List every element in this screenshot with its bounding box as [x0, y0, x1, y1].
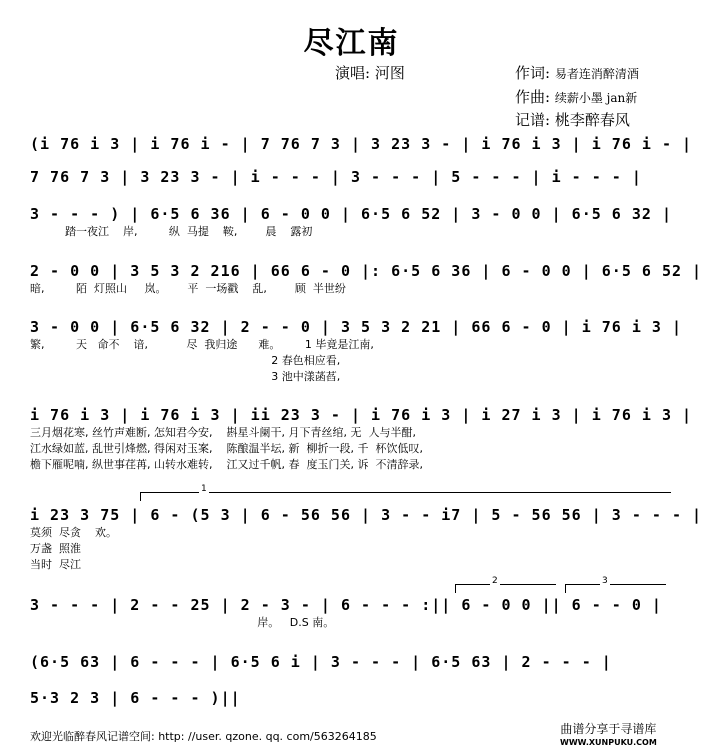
- staff-9: [30, 653, 670, 671]
- lyric-line: 暗, 陌 灯照山 岚。 平 一场戳 乱, 顾 半世纷: [30, 282, 346, 295]
- composer-name: 续薪小墨 jan新: [554, 91, 638, 105]
- staff-8: [30, 596, 670, 630]
- staff-6: [30, 406, 693, 472]
- lyric-line: 莫须 尽贪 欢。: [30, 526, 117, 539]
- notation-line: 2 - 0 0 | 3 5 3 2 216 | 66 6 - 0 |: 6·5 6 36 | 6 - 0 0 | 6·5 6 52 |: [30, 262, 703, 280]
- lyric-line: 踏一夜江 岸, 纵 马提 鞍, 晨 露初: [30, 225, 313, 238]
- transcriber-name: 桃李醉春风: [554, 111, 630, 129]
- singer-label: 演唱:: [335, 64, 371, 82]
- singer-line: [335, 62, 405, 83]
- composer-label: 作曲:: [515, 88, 551, 106]
- staff-7: [30, 506, 703, 572]
- volta-number: 1: [201, 484, 207, 494]
- notation-line: i 76 i 3 | i 76 i 3 | ii 23 3 - | i 76 i 3 | i 27 i 3 | i 76 i 3 |: [30, 406, 693, 424]
- notation-line: (6·5 63 | 6 - - - | 6·5 6 i | 3 - - - | 6·5 63 | 2 - - - |: [30, 653, 612, 671]
- staff-3: [30, 205, 670, 239]
- lyric-line: 三月烟花寒, 丝竹声难断, 怎知君今安, 斟星斗阑干, 月下青丝绾, 无 人与半酣,: [30, 426, 416, 439]
- volta-number: 3: [602, 576, 608, 586]
- volta-bracket-3: [565, 576, 666, 593]
- brand-name: 曲谱分享于寻谱库: [560, 722, 657, 736]
- staff-5: [30, 318, 682, 384]
- brand-url: WWW.XUNPUKU.COM: [560, 738, 657, 747]
- lyricist-name: 易者连消醉清酒: [554, 67, 639, 81]
- lyric-line: 檐下雁呢喃, 纵世事荏苒, 山转水难转, 江又过千帆, 春 度玉门关, 诉 不清辞录,: [30, 458, 423, 471]
- volta-number: 2: [492, 576, 498, 586]
- volta-bracket-2: [455, 576, 556, 593]
- score-title: 尽江南: [303, 26, 400, 61]
- lyricist-line: [515, 62, 639, 83]
- transcriber-label: 记谱:: [515, 111, 551, 129]
- notation-line: 3 - - - ) | 6·5 6 36 | 6 - 0 0 | 6·5 6 52 | 3 - 0 0 | 6·5 6 32 |: [30, 205, 672, 223]
- lyric-line: 江水绿如蓝, 乱世引烽燃, 得闲对玉案, 陈酿温半坛, 新 柳折一段, 千 杯饮低叹,: [30, 442, 423, 455]
- watermark-brand: [560, 723, 657, 749]
- notation-line: 3 - - - | 2 - - 25 | 2 - 3 - | 6 - - - :|| 6 - 0 0 || 6 - - 0 |: [30, 596, 662, 614]
- staff-1: [30, 135, 693, 153]
- notation-line: 3 - 0 0 | 6·5 6 32 | 2 - - 0 | 3 5 3 2 21 | 66 6 - 0 | i 76 i 3 |: [30, 318, 682, 336]
- lyric-line: 岸。 D.S 南。: [30, 616, 335, 629]
- lyric-line: 当时 尽江: [30, 558, 81, 571]
- notation-line: i 23 3 75 | 6 - (5 3 | 6 - 56 56 | 3 - - i7 | 5 - 56 56 | 3 - - - |: [30, 506, 703, 524]
- staff-2: [30, 168, 670, 186]
- lyric-line: 繁, 天 命不 谙, 尽 我归途 难。 1 毕竟是江南,: [30, 338, 374, 351]
- lyric-line: 2 春色相应看,: [30, 354, 341, 367]
- composer-line: [515, 86, 637, 107]
- staff-10: [30, 689, 670, 707]
- lyricist-label: 作词:: [515, 64, 551, 82]
- volta-bracket-1: [140, 484, 671, 501]
- singer-name: 河图: [374, 64, 405, 82]
- notation-line: (i 76 i 3 | i 76 i - | 7 76 7 3 | 3 23 3 - | i 76 i 3 | i 76 i - |: [30, 135, 693, 153]
- staff-4: [30, 262, 703, 296]
- notation-line: 5·3 2 3 | 6 - - - )||: [30, 689, 241, 707]
- transcriber-line: [515, 109, 630, 130]
- lyric-line: 3 池中漾菡萏,: [30, 370, 341, 383]
- lyric-line: 万盏 照淮: [30, 542, 81, 555]
- notation-line: 7 76 7 3 | 3 23 3 - | i - - - | 3 - - - | 5 - - - | i - - - |: [30, 168, 642, 186]
- footer-note: 欢迎光临醉春风记谱空间: http: //user. qzone. qq. com/563264185: [30, 730, 377, 743]
